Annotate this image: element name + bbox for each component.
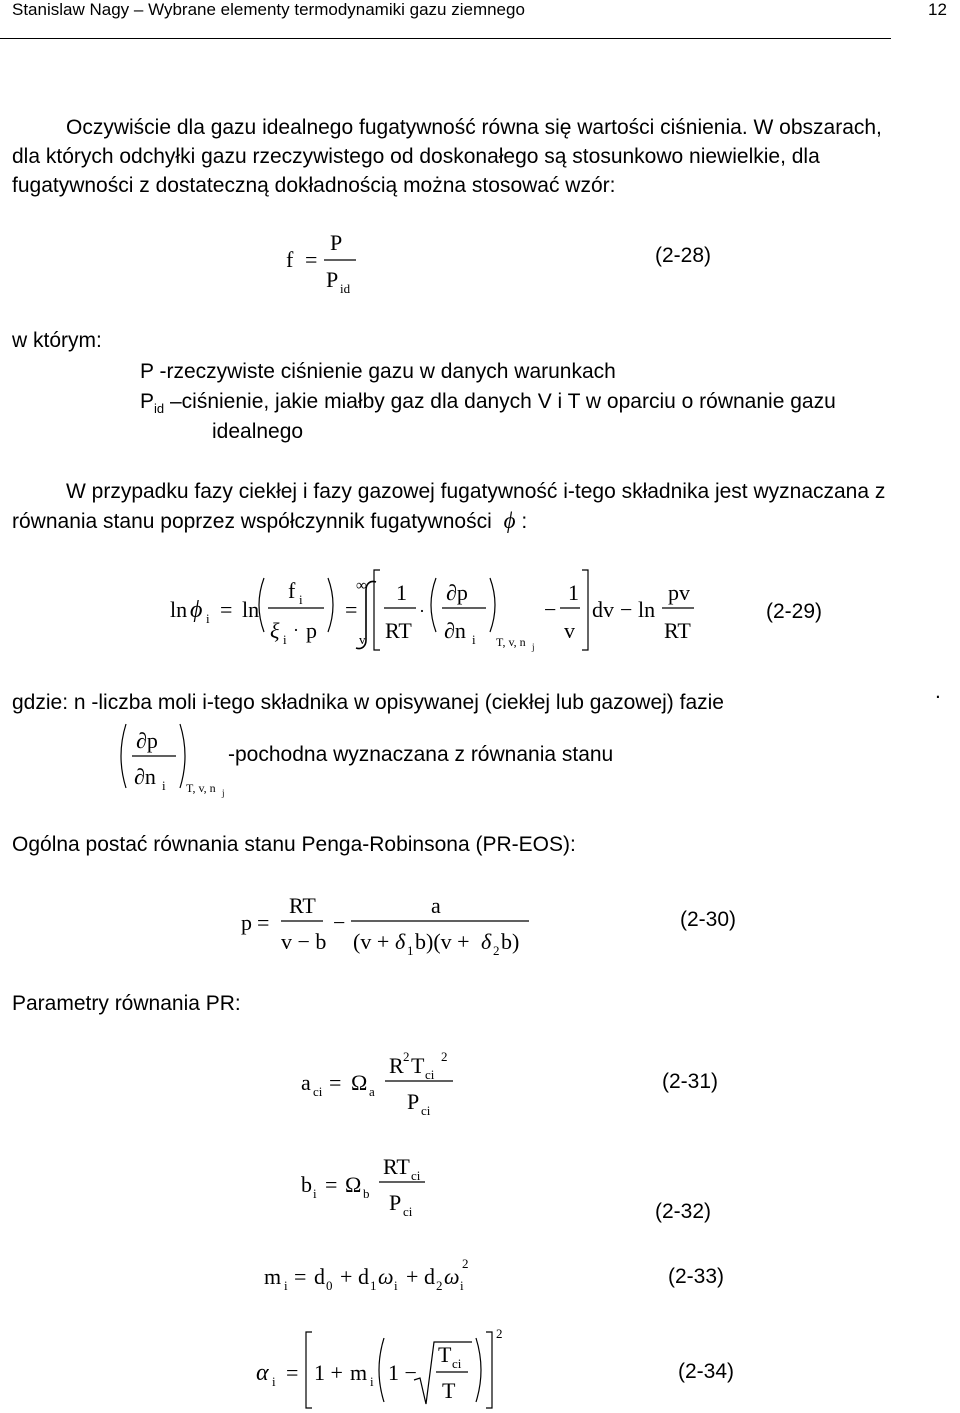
svg-text:α: α — [256, 1360, 269, 1386]
svg-text:−: − — [620, 597, 633, 622]
svg-text:=: = — [286, 1360, 299, 1385]
definition-pid-cont: idealnego — [212, 420, 304, 443]
svg-text:a: a — [369, 1084, 375, 1099]
svg-text:a: a — [431, 893, 441, 918]
svg-text:a: a — [301, 1070, 311, 1095]
svg-text:i: i — [299, 592, 303, 607]
svg-text:b)(v +: b)(v + — [415, 929, 470, 954]
svg-text:ci: ci — [425, 1067, 435, 1082]
svg-text:v: v — [359, 632, 366, 647]
svg-text:P: P — [326, 267, 339, 292]
svg-text:d: d — [358, 1264, 369, 1289]
svg-text:∂p: ∂p — [136, 728, 158, 753]
svg-text:−: − — [544, 597, 557, 622]
svg-text:∂n: ∂n — [444, 618, 466, 643]
header-title: Stanislaw Nagy – Wybrane elementy termodynamiki gazu ziemnego — [12, 0, 525, 19]
eq-number-2-34: (2-34) — [678, 1360, 735, 1383]
svg-text:f: f — [288, 578, 296, 603]
svg-text:1: 1 — [370, 1278, 377, 1293]
svg-text:RT: RT — [664, 618, 691, 643]
svg-text:ϕ: ϕ — [190, 597, 203, 623]
svg-text:m: m — [350, 1360, 368, 1385]
svg-text:P: P — [407, 1089, 420, 1114]
svg-text:=: = — [345, 597, 358, 622]
svg-text:=: = — [294, 1264, 307, 1289]
svg-text:T, v, n: T, v, n — [186, 781, 216, 795]
para2-colon: : — [521, 510, 528, 533]
equation-2-33 — [258, 1250, 518, 1300]
svg-text:i: i — [284, 1278, 288, 1293]
eq-number-2-33: (2-33) — [668, 1265, 725, 1288]
svg-text:=: = — [329, 1070, 342, 1095]
svg-text:P: P — [330, 230, 343, 255]
phi-symbol: ϕ — [503, 508, 516, 533]
svg-text:δ: δ — [395, 929, 406, 954]
svg-text:ln: ln — [170, 597, 188, 622]
svg-text:1: 1 — [396, 580, 407, 605]
svg-text:1 −: 1 − — [388, 1360, 417, 1385]
svg-text:2: 2 — [441, 1049, 448, 1064]
equation-2-29 — [160, 560, 720, 660]
svg-text:T: T — [438, 1342, 452, 1367]
definitions-lead: w którym: — [12, 329, 102, 352]
eq-number-2-29: (2-29) — [766, 600, 823, 623]
svg-text:R: R — [389, 1053, 404, 1078]
svg-text:·: · — [293, 620, 299, 640]
svg-text:i: i — [313, 1186, 317, 1201]
intro-line-2: dla których odchyłki gazu rzeczywistego od doskonałego są stosunkowo niewielkie, dla — [12, 145, 820, 168]
para2-line-1: W przypadku fazy ciekłej i fazy gazowej fugatywność i-tego składnika jest wyznaczana z — [66, 480, 886, 503]
equation-2-28 — [270, 225, 390, 305]
svg-text:p: p — [241, 910, 252, 935]
eq-number-2-30: (2-30) — [680, 908, 737, 931]
pr-eos-intro: Ogólna postać równania stanu Penga-Robinsona (PR-EOS): — [12, 833, 576, 856]
svg-text:pv: pv — [668, 580, 690, 605]
eq-number-2-32: (2-32) — [655, 1200, 712, 1223]
svg-text:b: b — [363, 1186, 370, 1201]
svg-text:RT: RT — [383, 1154, 410, 1179]
svg-text:Ω: Ω — [351, 1070, 368, 1095]
eq-number-2-31: (2-31) — [662, 1070, 719, 1093]
para2-line-2 — [12, 506, 527, 536]
svg-text:f: f — [286, 247, 294, 272]
svg-text:b): b) — [501, 929, 520, 954]
equation-2-30 — [235, 885, 555, 965]
gdzie-line: gdzie: n -liczba moli i-tego składnika w opisywanej (ciekłej lub gazowej) fazie — [12, 691, 724, 714]
svg-text:2: 2 — [496, 1326, 503, 1341]
svg-text:i: i — [472, 632, 476, 647]
intro-line-3: fugatywności z dostateczną dokładnością można stosować wzór: — [12, 174, 616, 197]
stray-dot: . — [935, 680, 941, 703]
intro-line-1: Oczywiście dla gazu idealnego fugatywność równa się wartości ciśnienia. W obszarach, — [66, 116, 882, 139]
svg-text:+: + — [406, 1264, 419, 1289]
svg-text:δ: δ — [481, 929, 492, 954]
svg-text:RT: RT — [385, 618, 412, 643]
pid-text: –ciśnienie, jakie miałby gaz dla danych V i T w oparciu o równanie gazu — [169, 390, 836, 413]
svg-text:ξ: ξ — [270, 618, 280, 643]
svg-text:j: j — [532, 642, 535, 652]
equation-2-32 — [295, 1150, 455, 1230]
svg-text:∞: ∞ — [356, 578, 367, 594]
svg-text:∂p: ∂p — [446, 580, 468, 605]
svg-text:i: i — [460, 1278, 464, 1293]
svg-text:j: j — [222, 788, 225, 798]
svg-text:i: i — [370, 1374, 374, 1389]
pid-symbol: P — [140, 390, 155, 413]
svg-text:v − b: v − b — [281, 929, 327, 954]
svg-text:v: v — [564, 618, 575, 643]
eq-number-2-28: (2-28) — [655, 244, 712, 267]
svg-text:m: m — [264, 1264, 282, 1289]
svg-text:ci: ci — [313, 1084, 323, 1099]
svg-text:1: 1 — [568, 580, 579, 605]
svg-text:2: 2 — [403, 1049, 410, 1064]
svg-text:ci: ci — [452, 1356, 462, 1371]
svg-text:Ω: Ω — [345, 1172, 362, 1197]
svg-text:p: p — [306, 618, 317, 643]
svg-text:i: i — [272, 1374, 276, 1389]
svg-text:T, v, n: T, v, n — [496, 635, 526, 649]
derivative-description: -pochodna wyznaczana z równania stanu — [228, 743, 614, 766]
svg-text:T: T — [442, 1378, 456, 1403]
header-rule — [0, 38, 891, 39]
svg-text:∂n: ∂n — [134, 764, 156, 789]
svg-text:0: 0 — [326, 1278, 333, 1293]
svg-text:RT: RT — [289, 893, 316, 918]
svg-text:−: − — [333, 910, 346, 935]
para2-line-2-text: równania stanu poprzez współczynnik fugatywności — [12, 510, 492, 533]
svg-text:2: 2 — [493, 943, 500, 958]
svg-text:i: i — [162, 778, 166, 793]
svg-text:id: id — [340, 281, 351, 296]
svg-text:i: i — [206, 611, 210, 626]
svg-text:ω: ω — [444, 1264, 460, 1289]
svg-text:=: = — [325, 1172, 338, 1197]
svg-text:ci: ci — [421, 1103, 431, 1118]
svg-text:d: d — [424, 1264, 435, 1289]
svg-text:dv: dv — [592, 597, 614, 622]
svg-text:d: d — [314, 1264, 325, 1289]
svg-text:(v +: (v + — [353, 929, 390, 954]
svg-text:ln: ln — [242, 597, 260, 622]
equation-2-31 — [295, 1045, 475, 1125]
svg-text:1 +: 1 + — [314, 1360, 343, 1385]
svg-text:=: = — [305, 247, 318, 272]
derivative-expression — [110, 718, 240, 800]
svg-text:ci: ci — [403, 1204, 413, 1219]
pr-parameters-intro: Parametry równania PR: — [12, 992, 241, 1015]
svg-text:P: P — [389, 1190, 402, 1215]
svg-text:ci: ci — [411, 1168, 421, 1183]
svg-text:·: · — [419, 601, 425, 621]
svg-text:=: = — [220, 597, 233, 622]
svg-text:+: + — [340, 1264, 353, 1289]
svg-text:ω: ω — [378, 1264, 394, 1289]
definition-p: P -rzeczywiste ciśnienie gazu w danych warunkach — [140, 360, 616, 383]
svg-text:2: 2 — [436, 1278, 443, 1293]
svg-text:1: 1 — [407, 943, 414, 958]
svg-text:=: = — [257, 910, 270, 935]
svg-text:T: T — [411, 1053, 425, 1078]
svg-text:i: i — [394, 1278, 398, 1293]
svg-text:b: b — [301, 1172, 312, 1197]
equation-2-34 — [250, 1322, 520, 1412]
svg-text:i: i — [283, 632, 287, 647]
page-number: 12 — [928, 0, 947, 19]
svg-text:ln: ln — [638, 597, 656, 622]
svg-text:2: 2 — [462, 1256, 469, 1271]
pid-subscript: id — [154, 401, 165, 417]
